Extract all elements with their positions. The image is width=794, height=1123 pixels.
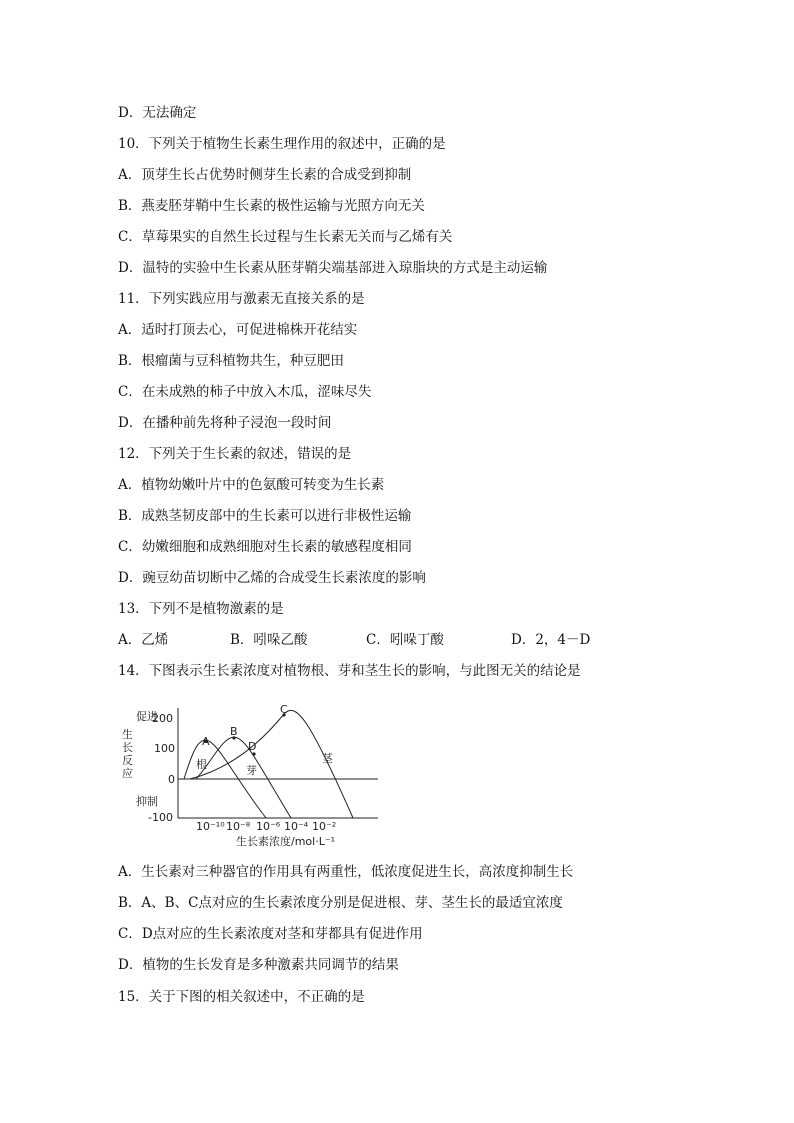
q12-option-d: D．豌豆幼苗切断中乙烯的合成受生长素浓度的影响 — [118, 570, 426, 586]
q12-option-b: B．成熟茎韧皮部中的生长素可以进行非极性运输 — [118, 508, 412, 524]
q10-stem: 10．下列关于植物生长素生理作用的叙述中，正确的是 — [118, 136, 446, 152]
chart-svg — [118, 700, 398, 850]
y-tick-0: 0 — [168, 773, 175, 786]
y-label-inhibit: 抑制 — [136, 795, 158, 808]
q9-option-d: D．无法确定 — [118, 105, 197, 121]
x-tick-1e-8: 10⁻⁸ — [226, 820, 251, 833]
label-d: D — [248, 740, 257, 753]
series-label-root: 根 — [196, 758, 207, 771]
series-label-stem: 茎 — [322, 752, 333, 765]
label-a: A — [202, 735, 210, 748]
x-tick-1e-2: 10⁻² — [312, 820, 337, 833]
q13-option-b: B．吲哚乙酸 — [230, 632, 308, 648]
y-tick-100: 100 — [154, 742, 175, 755]
y-label-growth-response-text: 生长反应 — [122, 728, 133, 780]
q11-option-c: C．在未成熟的柿子中放入木瓜，涩味尽失 — [118, 384, 372, 400]
series-label-bud: 芽 — [246, 764, 257, 777]
q12-option-a: A．植物幼嫩叶片中的色氨酸可转变为生长素 — [118, 477, 385, 493]
q10-option-d: D．温特的实验中生长素从胚芽鞘尖端基部进入琼脂块的方式是主动运输 — [118, 260, 548, 276]
x-axis-label: 生长素浓度/mol·L⁻¹ — [236, 835, 336, 848]
auxin-response-chart — [118, 700, 398, 850]
q13-option-d: D．2，4－D — [511, 632, 591, 648]
q12-stem: 12．下列关于生长素的叙述，错误的是 — [118, 446, 352, 462]
q12-option-c: C．幼嫩细胞和成熟细胞对生长素的敏感程度相同 — [118, 539, 412, 555]
q10-option-c: C．草莓果实的自然生长过程与生长素无关而与乙烯有关 — [118, 229, 453, 245]
y-tick-minus-100: -100 — [148, 811, 173, 824]
q14-option-c: C．D点对应的生长素浓度对茎和芽都具有促进作用 — [118, 926, 423, 942]
x-tick-1e-6: 10⁻⁶ — [256, 820, 281, 833]
q11-option-d: D．在播种前先将种子浸泡一段时间 — [118, 415, 332, 431]
y-label-promote: 促进 — [136, 710, 158, 723]
q10-option-b: B．燕麦胚芽鞘中生长素的极性运输与光照方向无关 — [118, 198, 425, 214]
y-label-growth-response — [122, 727, 133, 780]
q10-option-a: A．顶芽生长占优势时侧芽生长素的合成受到抑制 — [118, 167, 412, 183]
curve-bud — [196, 737, 291, 818]
q13-option-c: C．吲哚丁酸 — [366, 632, 444, 648]
q11-option-b: B．根瘤菌与豆科植物共生，种豆肥田 — [118, 353, 344, 369]
x-tick-1e-4: 10⁻⁴ — [284, 820, 309, 833]
q14-stem: 14．下图表示生长素浓度对植物根、芽和茎生长的影响，与此图无关的结论是 — [118, 663, 581, 679]
q13-stem: 13．下列不是植物激素的是 — [118, 601, 284, 617]
q14-option-d: D．植物的生长发育是多种激素共同调节的结果 — [118, 957, 399, 973]
q14-option-a: A．生长素对三种器官的作用具有两重性，低浓度促进生长，高浓度抑制生长 — [118, 864, 574, 880]
q14-option-b: B．A、B、C点对应的生长素浓度分别是促进根、芽、茎生长的最适宜浓度 — [118, 895, 563, 911]
label-c: C — [280, 703, 288, 716]
q13-option-a: A．乙烯 — [118, 632, 169, 648]
q15-stem: 15．关于下图的相关叙述中，不正确的是 — [118, 989, 365, 1005]
y-tick-200: 200 — [152, 712, 173, 725]
q11-stem: 11．下列实践应用与激素无直接关系的是 — [118, 291, 365, 307]
x-tick-1e-10: 10⁻¹⁰ — [196, 820, 225, 833]
q13-options — [118, 631, 678, 649]
label-b: B — [230, 725, 238, 738]
q11-option-a: A．适时打顶去心，可促进棉株开花结实 — [118, 322, 358, 338]
